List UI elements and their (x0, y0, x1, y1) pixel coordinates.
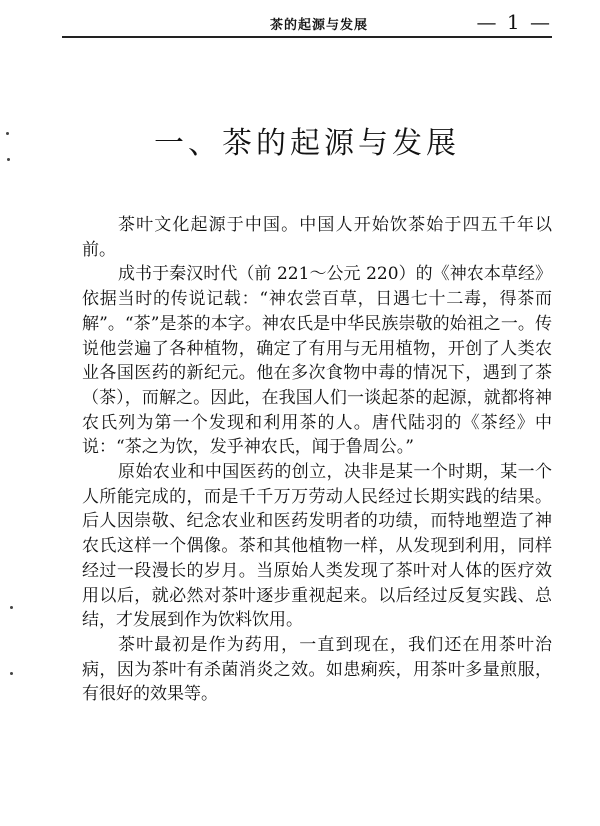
paragraph: 茶叶最初是作为药用，一直到现在，我们还在用茶叶治病，因为茶叶有杀菌消炎之效。如患痢疾，用茶叶多量煎服，有很好的效果等。 (82, 634, 552, 705)
paragraph: 原始农业和中国医药的创立，决非是某一个时期，某一个人所能完成的，而是千千万万劳动人民经过长期实践的结果。后人因崇敬、纪念农业和医药发明者的功绩，而特地塑造了神农氏这样一个偶像。茶和其他植物一样，从发现到利用，同样经过一段漫长的岁月。当原始人类发现了茶叶对人体的医疗效用以后，就必然对茶叶逐步重视起来。以后经过反复实践、总结，才发展到作为饮料饮用。 (82, 462, 552, 631)
header-rule (62, 36, 552, 38)
running-header (62, 12, 552, 36)
paragraph: 成书于秦汉时代（前 221～公元 220）的《神农本草经》依据当时的传说记载：“神农尝百草，日遇七十二毒，得茶而解”。“茶”是茶的本字。神农氏是中华民族崇敬的始祖之一。传说他尝遍了各种植物，确定了有用与无用植物，开创了人类农业各国医药的新纪元。他在多次食物中毒的情况下，遇到了茶（茶），而解之。因此，在我国人们一谈起茶的起源，就都将神农氏列为第一个发现和利用茶的人。唐代陆羽的《茶经》中说：“茶之为饮，发乎神农氏，闻于鲁周公。” (82, 264, 552, 458)
scan-speck (7, 158, 10, 161)
paragraph: 茶叶文化起源于中国。中国人开始饮茶始于四五千年以前。 (82, 215, 552, 260)
running-header-title: 茶的起源与发展 (270, 18, 369, 33)
scan-speck (10, 606, 13, 609)
page-number: — 1 — (476, 10, 552, 34)
scan-speck (10, 672, 13, 675)
chapter-title: 一、茶的起源与发展 (154, 126, 460, 161)
scan-speck (6, 132, 9, 135)
body-text (82, 213, 552, 707)
